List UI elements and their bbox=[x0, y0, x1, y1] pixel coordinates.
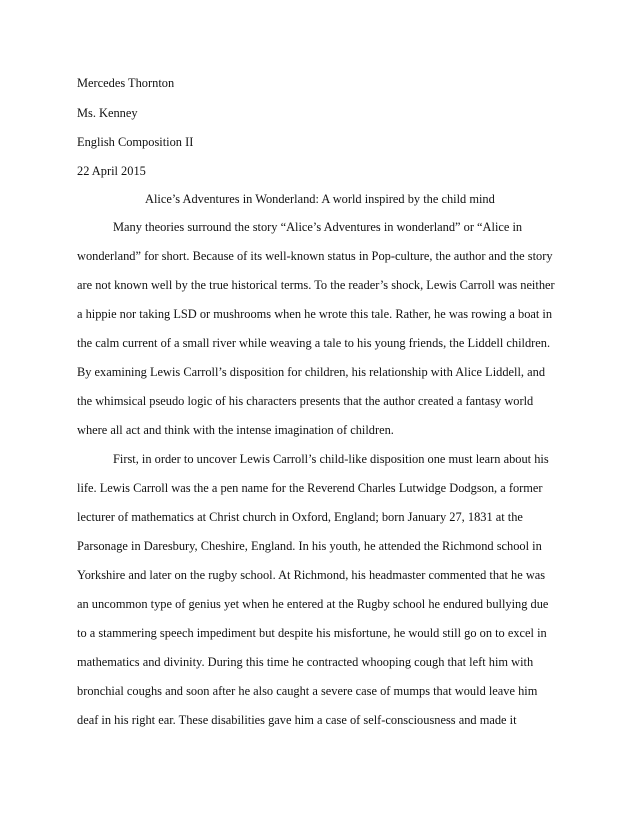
paragraph-line: a hippie nor taking LSD or mushrooms when he wrote this tale. Rather, he was rowing a boat in bbox=[77, 307, 553, 321]
paragraph-line: the whimsical pseudo logic of his characters presents that the author created a fantasy world bbox=[77, 394, 534, 408]
essay-title: Alice’s Adventures in Wonderland: A world inspired by the child mind bbox=[145, 192, 495, 206]
paragraph-line: the calm current of a small river while weaving a tale to his young friends, the Liddell children. bbox=[77, 336, 551, 350]
instructor-name: Ms. Kenney bbox=[77, 106, 138, 120]
paragraph-line: By examining Lewis Carroll’s disposition for children, his relationship with Alice Liddell, and bbox=[77, 365, 546, 379]
paragraph-line: Many theories surround the story “Alice’s Adventures in wonderland” or “Alice in bbox=[113, 220, 523, 234]
paragraph-line: mathematics and divinity. During this time he contracted whooping cough that left him with bbox=[77, 655, 534, 669]
paragraph-line: where all act and think with the intense imagination of children. bbox=[77, 423, 394, 437]
paragraph-line: an uncommon type of genius yet when he entered at the Rugby school he endured bullying due bbox=[77, 597, 549, 611]
essay-date: 22 April 2015 bbox=[77, 164, 146, 178]
paragraph-line: First, in order to uncover Lewis Carroll’s child-like disposition one must learn about his bbox=[113, 452, 549, 466]
paragraph-line: deaf in his right ear. These disabilities gave him a case of self-consciousness and made it bbox=[77, 713, 517, 727]
paragraph-line: Parsonage in Daresbury, Cheshire, England. In his youth, he attended the Richmond school in bbox=[77, 539, 542, 553]
paragraph-line: lecturer of mathematics at Christ church in Oxford, England; born January 27, 1831 at the bbox=[77, 510, 523, 524]
paragraph-line: Yorkshire and later on the rugby school. At Richmond, his headmaster commented that he was bbox=[77, 568, 546, 582]
author-name: Mercedes Thornton bbox=[77, 76, 175, 90]
paragraph-line: to a stammering speech impediment but despite his misfortune, he would still go on to excel in bbox=[77, 626, 547, 640]
paragraph-line: life. Lewis Carroll was the a pen name for the Reverend Charles Lutwidge Dodgson, a former bbox=[77, 481, 543, 495]
paragraph-line: bronchial coughs and soon after he also caught a severe case of mumps that would leave him bbox=[77, 684, 538, 698]
paragraph-line: wonderland” for short. Because of its well-known status in Pop-culture, the author and the story bbox=[77, 249, 553, 263]
course-name: English Composition II bbox=[77, 135, 194, 149]
paragraph-line: are not known well by the true historical terms. To the reader’s shock, Lewis Carroll was neither bbox=[77, 278, 555, 292]
